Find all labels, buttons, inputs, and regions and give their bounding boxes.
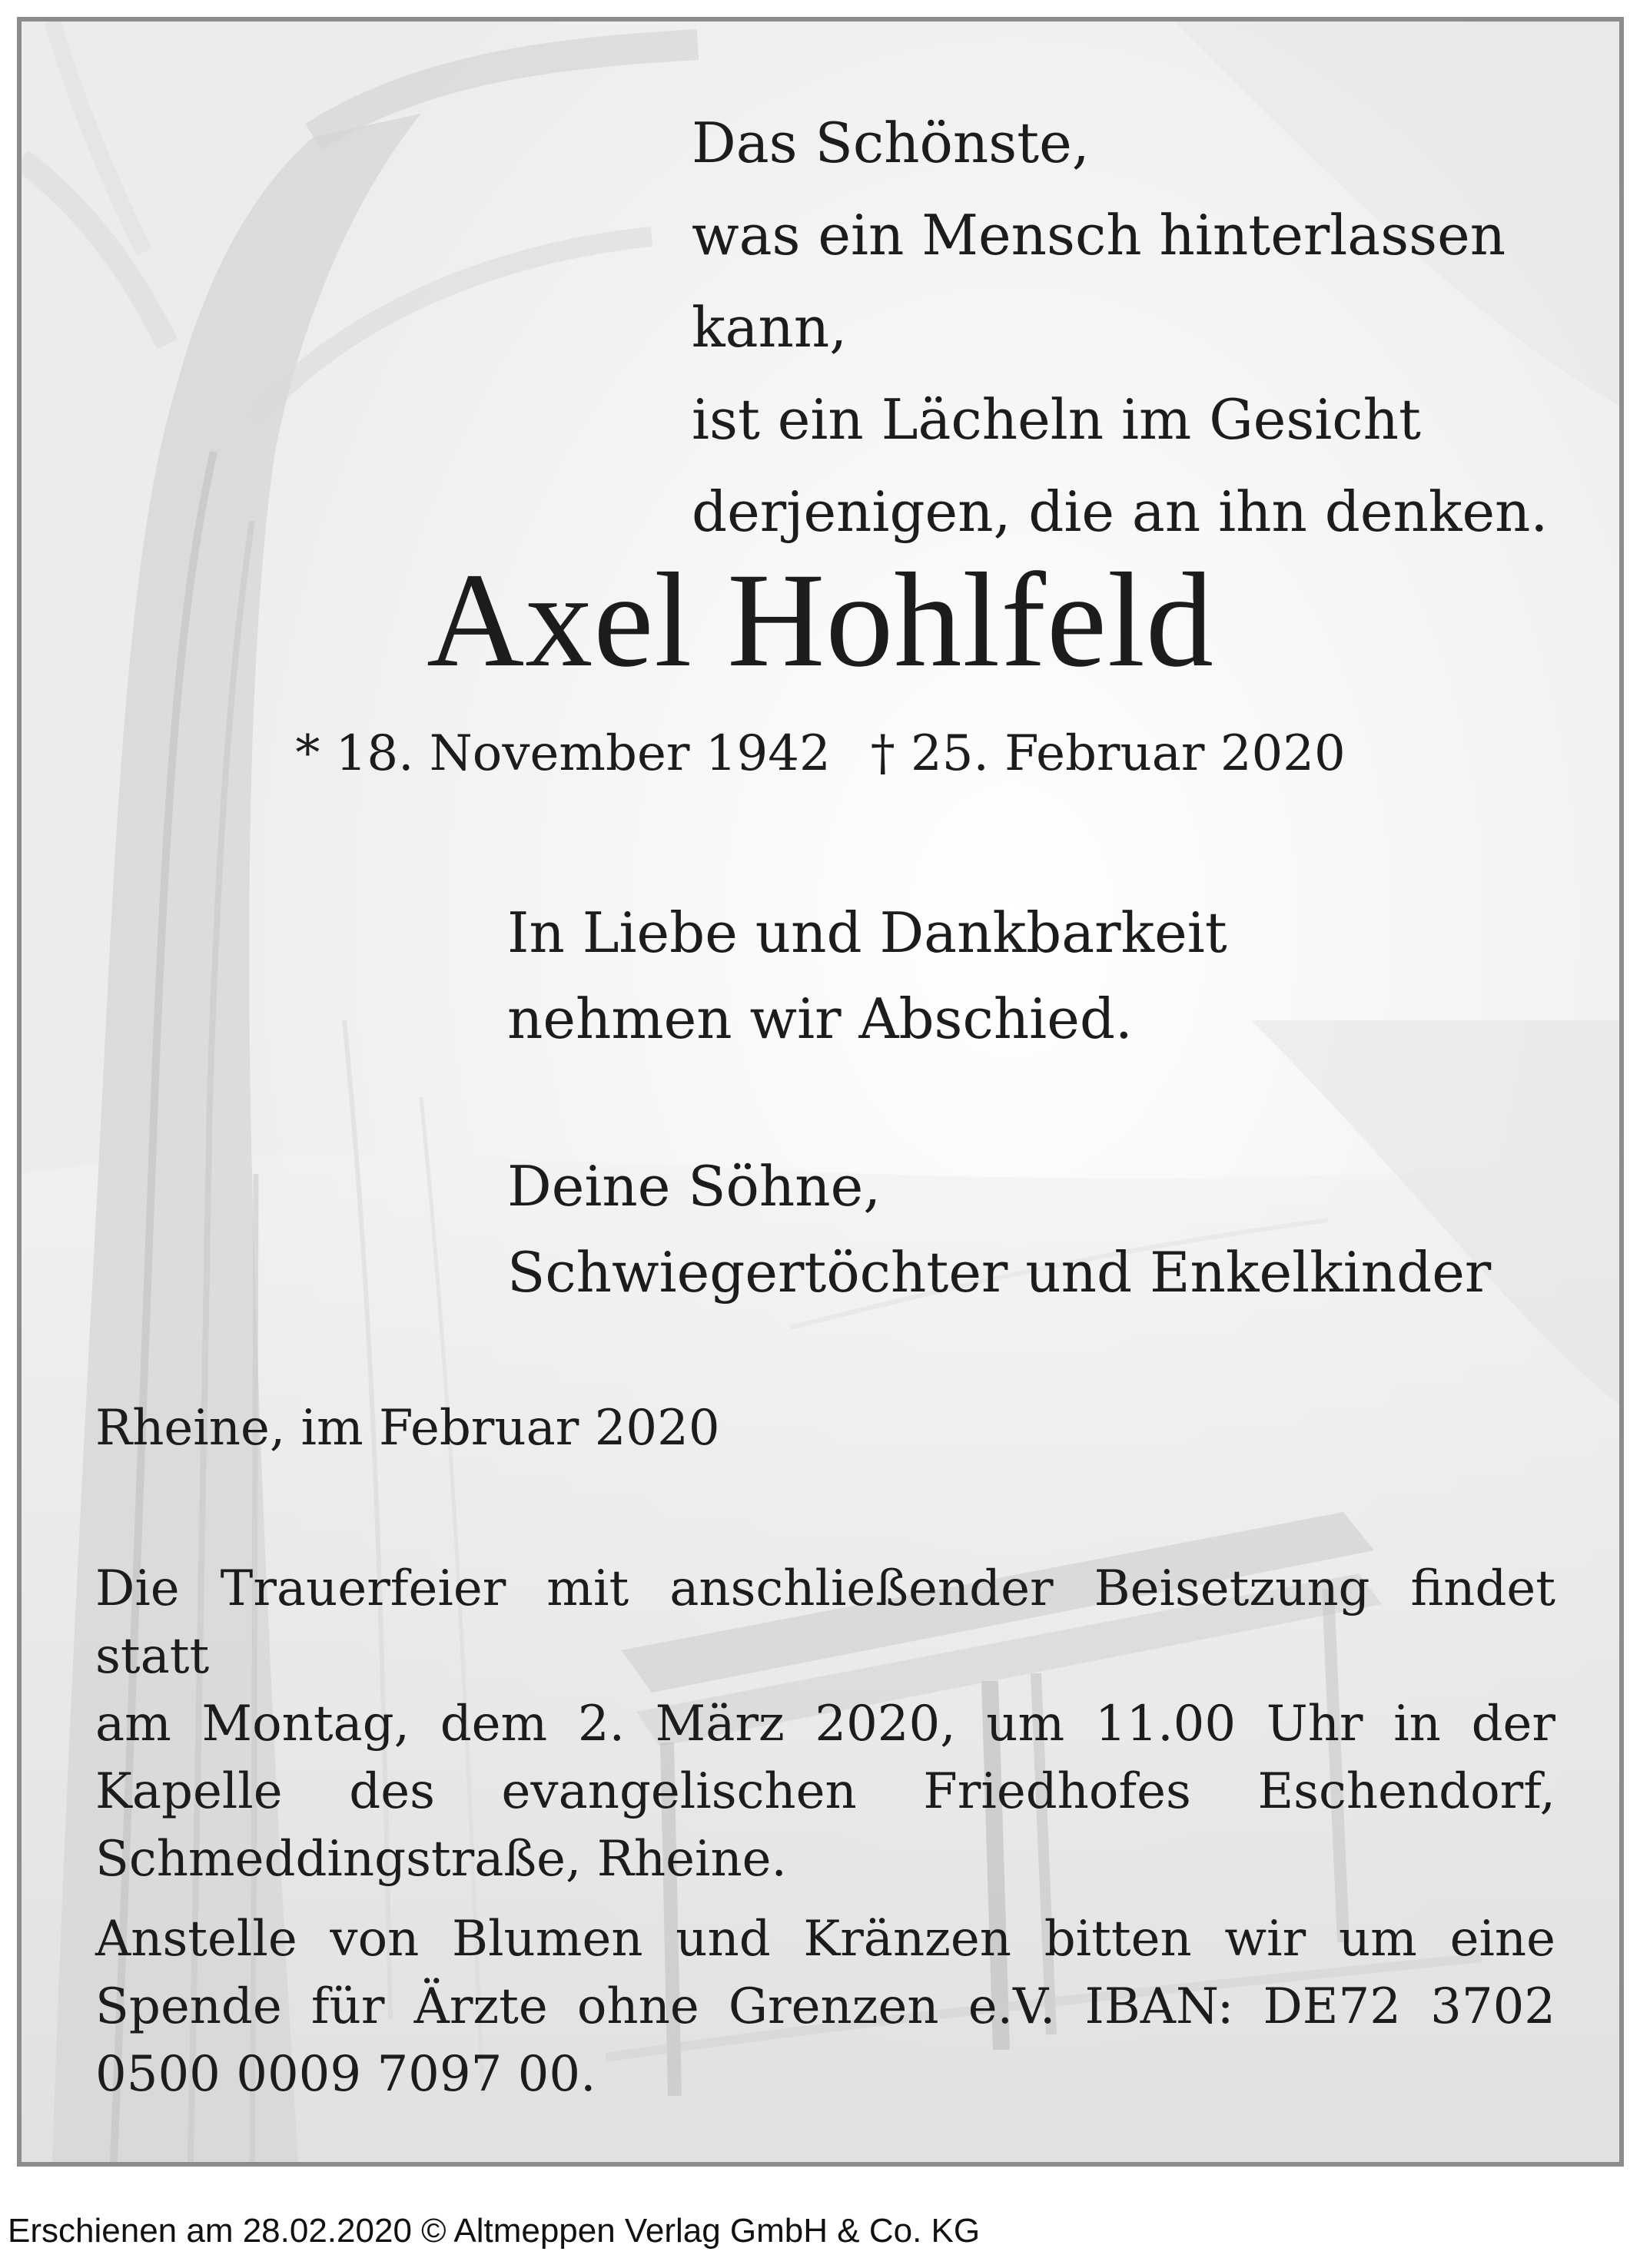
deceased-name: Axel Hohlfeld xyxy=(427,545,1214,695)
donation-line: Anstelle von Blumen und Kränzen bitten wir um eine xyxy=(95,1911,1555,1968)
life-dates xyxy=(22,719,1619,788)
farewell-text xyxy=(507,890,1227,1062)
donation-info xyxy=(95,1905,1555,2108)
poem-line: Das Schönste, xyxy=(692,111,1090,175)
memorial-poem xyxy=(692,97,1619,558)
poem-line: was ein Mensch hinterlassen kann, xyxy=(692,203,1506,360)
ceremony-line: am Montag, dem 2. März 2020, um 11.00 Uhr in der xyxy=(95,1696,1555,1752)
birth-date: * 18. November 1942 xyxy=(295,725,831,782)
ceremony-info xyxy=(95,1555,1555,1893)
ceremony-line: Schmeddingstraße, Rheine. xyxy=(95,1831,787,1888)
poem-line: derjenigen, die an ihn denken. xyxy=(692,479,1549,544)
farewell-line: In Liebe und Dankbarkeit xyxy=(507,900,1227,965)
place-date: Rheine, im Februar 2020 xyxy=(95,1400,720,1457)
donation-line: 0500 0009 7097 00. xyxy=(95,2046,596,2103)
mourners-line: Schwiegertöchter und Enkelkinder xyxy=(507,1240,1492,1305)
ceremony-line: Kapelle des evangelischen Friedhofes Eschendorf, xyxy=(95,1763,1555,1820)
donation-line: Spende für Ärzte ohne Grenzen e.V. IBAN: DE72 3702 xyxy=(95,1978,1555,2035)
death-date: † 25. Februar 2020 xyxy=(870,725,1346,782)
mourners-line: Deine Söhne, xyxy=(507,1154,881,1219)
obituary-notice xyxy=(17,17,1624,2167)
publication-footer: Erschienen am 28.02.2020 © Altmeppen Verlag GmbH & Co. KG xyxy=(8,2212,981,2250)
poem-line: ist ein Lächeln im Gesicht xyxy=(692,387,1421,452)
ceremony-line: Die Trauerfeier mit anschließender Beisetzung findet statt xyxy=(95,1560,1555,1685)
farewell-line: nehmen wir Abschied. xyxy=(507,986,1133,1051)
mourners xyxy=(507,1143,1491,1315)
